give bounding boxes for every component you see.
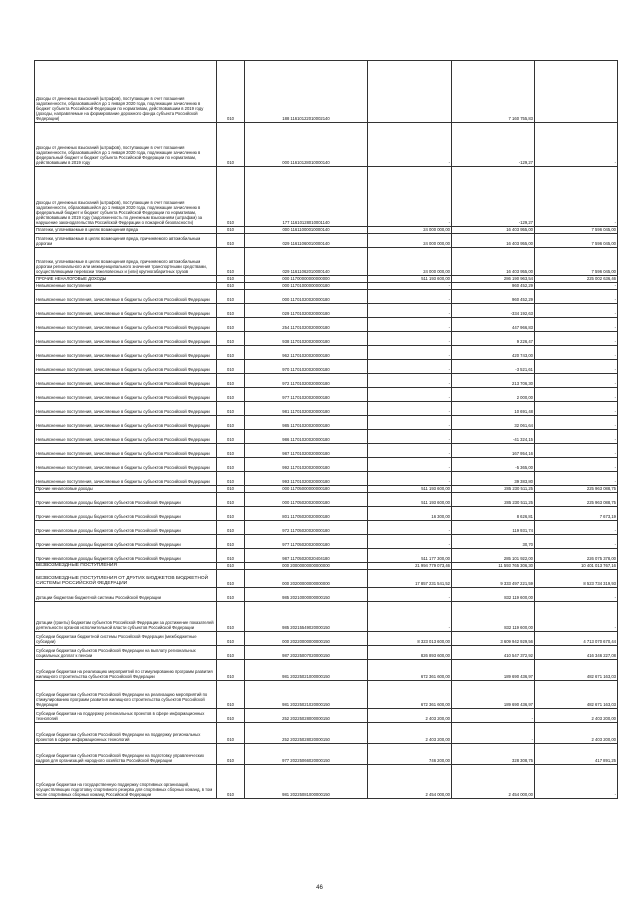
cell-unexecuted: - [535,472,618,486]
cell-unexecuted: - [535,416,618,430]
report-table-body [35,61,618,799]
cell-line-code: 010 [217,493,245,507]
cell-unexecuted: - [535,765,618,799]
cell-name: Субсидии бюджетам субъектов Российской Федерации на выплату региональных социальных доплат к пенсии [35,646,217,660]
cell-line-code: 010 [217,765,245,799]
cell-approved: 24 000 000,00 [368,248,452,276]
cell-name: Дотации (гранты) бюджетам субъектов Российской Федерации за достижение показателей деятельности органов исполнительной власти субъектов Российской Федерации [35,602,217,632]
cell-approved: - [368,167,452,227]
cell-budget-code: 000 11705000000000180 [245,486,368,493]
cell-line-code: 010 [217,444,245,458]
cell-line-code: 010 [217,486,245,493]
cell-approved: 672 361 600,00 [368,681,452,709]
cell-name: Доходы от денежных взысканий (штрафов), поступающие в счет погашения задолженности, образовавшейся до 1 января 2020 года, подлежащие зачислению в федеральный бюджет и бюджет субъекта Российской Федерации по нормативам, действовавшим в 2019 году (задолженность по денежным взысканиям (штрафам) за нарушение законодательства Российской Федерации о пожарной безопасности) [35,167,217,227]
cell-budget-code: 981 11701020020000180 [245,402,368,416]
cell-name: Субсидии бюджетам на реализацию мероприятий по стимулированию программ развития жилищного строительства субъектов Российской Федерации [35,660,217,681]
cell-executed: -129,27 [452,123,535,167]
cell-executed: 328 308,75 [452,744,535,765]
cell-executed: 2 000,00 [452,388,535,402]
cell-line-code: 010 [217,744,245,765]
cell-unexecuted: - [535,290,618,304]
cell-line-code: 010 [217,681,245,709]
report-table [34,60,618,799]
cell-approved: - [368,458,452,472]
cell-executed: -5 365,00 [452,458,535,472]
cell-name: Субсидии бюджетам на поддержку региональных проектов в сфере информационных технологий [35,709,217,723]
cell-line-code: 010 [217,227,245,234]
cell-budget-code: 254 11701020020000180 [245,318,368,332]
cell-approved: 511 193 600,00 [368,276,452,283]
cell-name: Платежи, уплачиваемые в целях возмещения вреда, причиняемого автомобильным дорогам регионального или межмуниципального значения транспортными средствами, осуществляющими перевозки тяжеловесных и (или) крупногабаритных грузов [35,248,217,276]
table-row [35,283,618,290]
cell-approved: - [368,588,452,602]
cell-name: Невыясненные поступления, зачисляемые в бюджеты субъектов Российской Федерации [35,318,217,332]
cell-unexecuted: 225 002 636,46 [535,276,618,283]
cell-approved: 746 200,00 [368,744,452,765]
cell-name: Дотации бюджетам бюджетной системы Российской Федерации [35,588,217,602]
cell-unexecuted: 10 401 013 767,16 [535,563,618,570]
table-row [35,493,618,507]
cell-unexecuted: 416 346 227,08 [535,646,618,660]
table-row [35,402,618,416]
cell-budget-code: 972 11701020020000180 [245,374,368,388]
cell-executed: -41 324,15 [452,430,535,444]
cell-name: Прочие неналоговые доходы [35,486,217,493]
cell-approved: - [368,602,452,632]
cell-line-code: 010 [217,360,245,374]
cell-unexecuted: 4 713 070 670,44 [535,632,618,646]
table-row [35,360,618,374]
table-row [35,346,618,360]
cell-line-code: 010 [217,304,245,318]
cell-line-code: 010 [217,374,245,388]
cell-approved: 24 000 000,00 [368,227,452,234]
table-row [35,248,618,276]
cell-executed: -129,27 [452,167,535,227]
table-row [35,123,618,167]
cell-executed: 832 119 600,00 [452,588,535,602]
table-row [35,61,618,123]
table-row [35,227,618,234]
cell-line-code: 010 [217,346,245,360]
cell-budget-code: 987 11701020020000180 [245,444,368,458]
table-row [35,563,618,570]
cell-unexecuted: - [535,521,618,535]
cell-name: Невыясненные поступления, зачисляемые в бюджеты субъектов Российской Федерации [35,388,217,402]
cell-line-code: 010 [217,332,245,346]
cell-unexecuted: 226 075 378,00 [535,549,618,563]
cell-unexecuted: 7 596 045,00 [535,248,618,276]
cell-executed: 16 403 955,00 [452,248,535,276]
table-row [35,472,618,486]
cell-line-code: 010 [217,549,245,563]
cell-budget-code: 000 11701000000000180 [245,283,368,290]
cell-name: БЕЗВОЗМЕЗДНЫЕ ПОСТУПЛЕНИЯ ОТ ДРУГИХ БЮДЖЕТОВ БЮДЖЕТНОЙ СИСТЕМЫ РОССИЙСКОЙ ФЕДЕРАЦИИ [35,570,217,588]
cell-budget-code: 972 11705020020000180 [245,521,368,535]
cell-unexecuted: 8 523 734 319,93 [535,570,618,588]
cell-line-code: 010 [217,402,245,416]
cell-budget-code: 985 20215549020000150 [245,602,368,632]
cell-budget-code: 977 20225066020000150 [245,744,368,765]
cell-line-code: 010 [217,430,245,444]
cell-name: Доходы от денежных взысканий (штрафов), поступающие в счет погашения задолженности, образовавшейся до 1 января 2020 года, подлежащие зачислению в бюджет субъекта Российской Федерации по нормативам, действовавшим в 2019 году (доходы, направляемые на формирование дорожного фонда субъекта Российской Федерации) [35,61,217,123]
table-row [35,458,618,472]
cell-budget-code: 970 11701020020000180 [245,360,368,374]
cell-unexecuted: - [535,332,618,346]
cell-approved: - [368,374,452,388]
cell-unexecuted: 2 403 200,00 [535,709,618,723]
cell-executed: 7 160 755,83 [452,61,535,123]
cell-budget-code: 977 11701020020000180 [245,388,368,402]
table-row [35,276,618,283]
cell-line-code: 010 [217,167,245,227]
table-row [35,374,618,388]
cell-approved: 511 193 600,00 [368,486,452,493]
cell-name: Невыясненные поступления, зачисляемые в бюджеты субъектов Российской Федерации [35,304,217,318]
cell-executed: 960 452,29 [452,290,535,304]
cell-approved: - [368,521,452,535]
cell-budget-code: 987 11705020020404180 [245,549,368,563]
cell-name: Субсидии бюджетам субъектов Российской Федерации на подготовку управленческих кадров для организаций народного хозяйства Российской Федерации [35,744,217,765]
table-row [35,570,618,588]
cell-name: Невыясненные поступления [35,283,217,290]
cell-executed: 39 383,80 [452,472,535,486]
cell-line-code: 010 [217,61,245,123]
table-row [35,723,618,744]
cell-line-code: 010 [217,521,245,535]
cell-line-code: 010 [217,416,245,430]
cell-approved: 21 994 779 073,46 [368,563,452,570]
cell-name: Невыясненные поступления, зачисляемые в бюджеты субъектов Российской Федерации [35,374,217,388]
table-row [35,430,618,444]
cell-unexecuted: - [535,388,618,402]
cell-approved: 16 300,00 [368,507,452,521]
cell-executed: 420 743,00 [452,346,535,360]
cell-approved: 2 403 200,00 [368,723,452,744]
cell-name: Невыясненные поступления, зачисляемые в бюджеты субъектов Российской Федерации [35,444,217,458]
cell-line-code: 010 [217,234,245,248]
table-row [35,535,618,549]
cell-approved: - [368,123,452,167]
cell-executed: 9 333 497 221,59 [452,570,535,588]
cell-name: Платежи, уплачиваемые в целях возмещения вреда [35,227,217,234]
table-row [35,486,618,493]
cell-unexecuted: - [535,283,618,290]
cell-approved: - [368,388,452,402]
cell-budget-code: 000 11701020020000180 [245,290,368,304]
cell-executed: 9 226,47 [452,332,535,346]
cell-line-code: 010 [217,507,245,521]
cell-budget-code: 029 11701020020000180 [245,304,368,318]
cell-budget-code: 801 11705020020000180 [245,507,368,521]
cell-approved: - [368,332,452,346]
cell-executed: 2 454 000,00 [452,765,535,799]
cell-approved: - [368,346,452,360]
cell-executed: 30,70 [452,535,535,549]
cell-line-code: 010 [217,535,245,549]
cell-name: Прочие неналоговые доходы бюджетов субъектов Российской Федерации [35,521,217,535]
cell-budget-code: 981 20225021020000150 [245,681,368,709]
cell-name: Прочие неналоговые доходы бюджетов субъектов Российской Федерации [35,535,217,549]
cell-line-code: 010 [217,563,245,570]
cell-budget-code: 029 11611060010000140 [245,234,368,248]
cell-name: Субсидии бюджетам на государственную поддержку спортивных организаций, осуществляющих подготовку спортивного резерва для спортивных сборных команд, в том числе спортивных сборных команд Российской Федерации [35,765,217,799]
cell-line-code: 010 [217,588,245,602]
cell-budget-code: 992 11701020020000180 [245,458,368,472]
cell-executed: 410 547 372,92 [452,646,535,660]
cell-approved: - [368,402,452,416]
cell-budget-code: 981 20225021000000150 [245,660,368,681]
cell-unexecuted: 482 671 163,03 [535,660,618,681]
cell-budget-code: 981 20225081000000150 [245,765,368,799]
table-row [35,304,618,318]
cell-approved: - [368,416,452,430]
table-row [35,234,618,248]
cell-unexecuted [535,61,618,123]
cell-budget-code: 000 20000000000000000 [245,563,368,570]
cell-unexecuted: - [535,458,618,472]
cell-approved: 24 000 000,00 [368,234,452,248]
cell-budget-code: 029 11611062010000140 [245,248,368,276]
table-row [35,507,618,521]
cell-approved: - [368,430,452,444]
cell-unexecuted: 7 596 045,00 [535,234,618,248]
cell-executed: 189 690 436,97 [452,681,535,709]
cell-name: Невыясненные поступления, зачисляемые в бюджеты субъектов Российской Федерации [35,430,217,444]
cell-name: Прочие неналоговые доходы бюджетов субъектов Российской Федерации [35,549,217,563]
table-row [35,318,618,332]
cell-line-code: 010 [217,602,245,632]
cell-approved: - [368,360,452,374]
cell-budget-code: 985 20210000000000150 [245,588,368,602]
table-row [35,388,618,402]
table-row [35,588,618,602]
cell-executed: 213 706,30 [452,374,535,388]
cell-name: БЕЗВОЗМЕЗДНЫЕ ПОСТУПЛЕНИЯ [35,563,217,570]
cell-unexecuted: 482 671 163,03 [535,681,618,709]
cell-unexecuted: - [535,304,618,318]
cell-budget-code: 000 20200000000000000 [245,570,368,588]
cell-unexecuted: - [535,167,618,227]
cell-executed: 286 190 963,54 [452,276,535,283]
cell-line-code: 010 [217,646,245,660]
cell-approved: - [368,472,452,486]
cell-executed: 447 966,83 [452,318,535,332]
table-row [35,765,618,799]
cell-executed: 32 061,64 [452,416,535,430]
cell-name: Невыясненные поступления, зачисляемые в бюджеты субъектов Российской Федерации [35,332,217,346]
cell-name: Субсидии бюджетам субъектов Российской Федерации на поддержку региональных проектов в сфере информационных технологий [35,723,217,744]
cell-unexecuted: 7 596 045,00 [535,227,618,234]
cell-name: Невыясненные поступления, зачисляемые в бюджеты субъектов Российской Федерации [35,290,217,304]
table-row [35,332,618,346]
cell-budget-code: 000 20220000000000150 [245,632,368,646]
cell-name: Субсидии бюджетам субъектов Российской Федерации на реализацию мероприятий по стимулированию программ развития жилищного строительства субъектов Российской Федерации [35,681,217,709]
cell-executed: 832 119 600,00 [452,602,535,632]
cell-unexecuted: - [535,588,618,602]
table-row [35,521,618,535]
cell-executed: 285 101 922,00 [452,549,535,563]
cell-name: Невыясненные поступления, зачисляемые в бюджеты субъектов Российской Федерации [35,416,217,430]
cell-budget-code: 977 11705020020000180 [245,535,368,549]
cell-budget-code: 252 20225028000000150 [245,709,368,723]
cell-unexecuted: - [535,535,618,549]
cell-approved: 8 323 013 600,00 [368,632,452,646]
cell-unexecuted: 225 963 088,75 [535,493,618,507]
cell-name: Невыясненные поступления, зачисляемые в бюджеты субъектов Российской Федерации [35,402,217,416]
cell-approved: 17 857 231 541,52 [368,570,452,588]
cell-name: Платежи, уплачиваемые в целях возмещения вреда, причиняемого автомобильным дорогам [35,234,217,248]
cell-unexecuted: 7 673,19 [535,507,618,521]
cell-budget-code: 987 20225007020000150 [245,646,368,660]
cell-executed: 285 230 511,25 [452,493,535,507]
cell-line-code: 010 [217,283,245,290]
table-row [35,602,618,632]
cell-budget-code: 188 11610122010002140 [245,61,368,123]
cell-line-code: 010 [217,388,245,402]
cell-budget-code: 986 11701020020000180 [245,430,368,444]
cell-approved: 2 454 000,00 [368,765,452,799]
cell-unexecuted: - [535,123,618,167]
table-row [35,444,618,458]
table-row [35,681,618,709]
cell-executed: 167 954,16 [452,444,535,458]
cell-approved: - [368,444,452,458]
cell-executed: 10 691,48 [452,402,535,416]
cell-line-code: 010 [217,248,245,276]
cell-executed: - [452,723,535,744]
cell-executed: 960 452,29 [452,283,535,290]
cell-approved: 826 893 600,00 [368,646,452,660]
cell-executed: 3 609 942 929,56 [452,632,535,646]
cell-executed: 16 403 955,00 [452,227,535,234]
cell-unexecuted: - [535,346,618,360]
cell-executed: 189 690 436,97 [452,660,535,681]
cell-budget-code: 993 11701020020000180 [245,472,368,486]
cell-line-code: 010 [217,660,245,681]
cell-line-code: 010 [217,472,245,486]
cell-unexecuted: 225 963 088,75 [535,486,618,493]
table-row [35,549,618,563]
cell-approved: - [368,535,452,549]
cell-unexecuted: 2 403 200,00 [535,723,618,744]
cell-unexecuted: - [535,374,618,388]
table-row [35,660,618,681]
table-row [35,646,618,660]
cell-executed: 8 626,81 [452,507,535,521]
cell-approved: 2 403 200,00 [368,709,452,723]
cell-line-code: 010 [217,123,245,167]
cell-executed: -3 521,61 [452,360,535,374]
table-row [35,290,618,304]
cell-budget-code: 938 11701020020000180 [245,332,368,346]
cell-approved: 672 361 600,00 [368,660,452,681]
cell-name: Доходы от денежных взысканий (штрафов), поступающие в счет погашения задолженности, образовавшейся до 1 января 2020 года, подлежащие зачислению в федеральный бюджет и бюджет субъекта Российской Федерации по нормативам, действовавшим в 2019 году [35,123,217,167]
cell-line-code: 010 [217,276,245,283]
cell-name: Прочие неналоговые доходы бюджетов субъектов Российской Федерации [35,507,217,521]
cell-line-code: 010 [217,723,245,744]
cell-line-code: 010 [217,458,245,472]
table-row [35,416,618,430]
cell-approved: - [368,304,452,318]
cell-line-code: 010 [217,632,245,646]
cell-line-code: 010 [217,290,245,304]
cell-name: ПРОЧИЕ НЕНАЛОГОВЫЕ ДОХОДЫ [35,276,217,283]
cell-name: Прочие неналоговые доходы бюджетов субъектов Российской Федерации [35,493,217,507]
cell-unexecuted: - [535,430,618,444]
cell-approved: - [368,290,452,304]
cell-name: Невыясненные поступления, зачисляемые в бюджеты субъектов Российской Федерации [35,472,217,486]
cell-unexecuted: - [535,360,618,374]
cell-unexecuted: - [535,318,618,332]
cell-unexecuted: - [535,602,618,632]
cell-executed: 16 403 955,00 [452,234,535,248]
cell-executed: 285 230 511,25 [452,486,535,493]
cell-approved: - [368,283,452,290]
cell-approved: 511 177 300,00 [368,549,452,563]
cell-budget-code: 252 20225028020000150 [245,723,368,744]
cell-budget-code: 962 11701020020000180 [245,346,368,360]
cell-budget-code: 000 11611000010000140 [245,227,368,234]
cell-budget-code: 000 11610128010000140 [245,123,368,167]
cell-approved: 511 193 600,00 [368,493,452,507]
table-row [35,744,618,765]
cell-executed: 119 931,74 [452,521,535,535]
cell-budget-code: 177 11610128010001140 [245,167,368,227]
table-row [35,632,618,646]
cell-name: Невыясненные поступления, зачисляемые в бюджеты субъектов Российской Федерации [35,360,217,374]
cell-approved: - [368,318,452,332]
cell-line-code: 010 [217,570,245,588]
cell-name: Невыясненные поступления, зачисляемые в бюджеты субъектов Российской Федерации [35,346,217,360]
cell-name: Субсидии бюджетам бюджетной системы Российской Федерации (межбюджетные субсидии) [35,632,217,646]
cell-executed: - [452,709,535,723]
cell-name: Невыясненные поступления, зачисляемые в бюджеты субъектов Российской Федерации [35,458,217,472]
cell-executed: -334 192,63 [452,304,535,318]
cell-line-code: 010 [217,709,245,723]
cell-approved [368,61,452,123]
page-number: 46 [316,885,323,891]
cell-budget-code: 000 11705020020000180 [245,493,368,507]
table-row [35,709,618,723]
cell-line-code: 010 [217,318,245,332]
cell-unexecuted: - [535,444,618,458]
cell-budget-code: 000 11700000000000000 [245,276,368,283]
cell-executed: 11 593 765 306,30 [452,563,535,570]
table-row [35,167,618,227]
cell-budget-code: 985 11701020020000180 [245,416,368,430]
cell-unexecuted: 417 891,25 [535,744,618,765]
cell-unexecuted: - [535,402,618,416]
